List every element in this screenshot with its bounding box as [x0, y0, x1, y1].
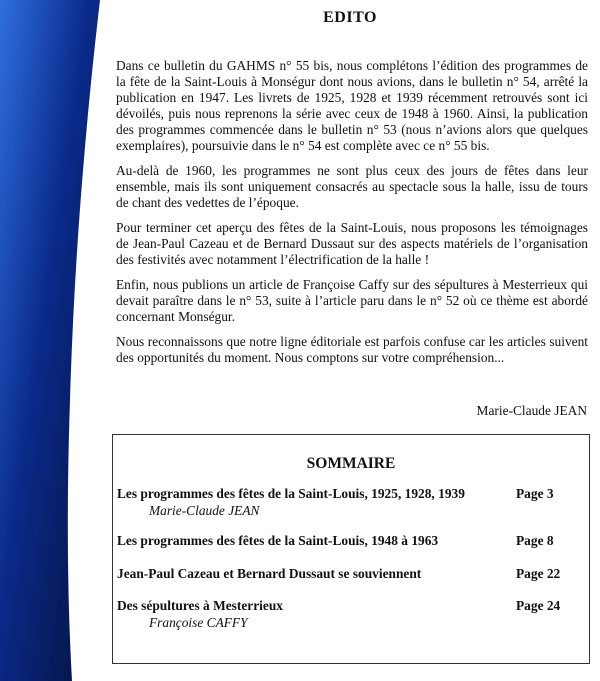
sommaire-entry-page: Page 8: [516, 533, 554, 548]
sommaire-entry-page: Page 22: [516, 566, 561, 581]
edito-paragraph-5: Nous reconnaissons que notre ligne éditoriale est parfois confuse car les articles suivent des opportunités du moment. Nous comptons sur votre compréhension...: [116, 334, 588, 365]
edito-paragraph-2: Au-delà de 1960, les programmes ne sont plus ceux des jours de fêtes dans leur ensemble, mais ils sont uniquement consacrés au spectacle sous la halle, issu de tours de chant des vedettes de l’époque.: [116, 163, 588, 210]
edito-paragraph-4: Enfin, nous publions un article de Françoise Caffy sur des sépultures à Mesterrieux qui devait paraître dans le n° 53, suite à l’article paru dans le n° 52 où ce thème est abordé concernant Monségur.: [116, 277, 588, 324]
edito-signature: Marie-Claude JEAN: [476, 403, 587, 418]
sommaire-entry-title: Des sépultures à Mesterrieux: [117, 598, 283, 613]
sommaire-entry-author: Françoise CAFFY: [149, 615, 248, 630]
sommaire-entry: [117, 533, 587, 549]
sommaire-entry-page: Page 3: [516, 486, 554, 501]
edito-body: [116, 58, 588, 375]
sommaire-title: SOMMAIRE: [306, 455, 396, 472]
sommaire-entry: [117, 566, 587, 582]
sommaire-entry: [117, 598, 587, 631]
sommaire-box: [112, 434, 590, 664]
edito-paragraph-3: Pour terminer cet aperçu des fêtes de la Saint-Louis, nous proposons les témoignages de Jean-Paul Cazeau et de Bernard Dussaut sur des aspects matériels de l’organisation des festivités avec notamment l’électrification de la halle !: [116, 220, 588, 267]
sommaire-entry-title: Les programmes des fêtes de la Saint-Louis, 1925, 1928, 1939: [117, 486, 465, 501]
sommaire-entry-title: Les programmes des fêtes de la Saint-Louis, 1948 à 1963: [117, 533, 439, 548]
sommaire-entry-author: Marie-Claude JEAN: [149, 503, 260, 518]
sommaire-entry: [117, 486, 587, 519]
edito-title: EDITO: [323, 9, 377, 26]
sommaire-entry-page: Page 24: [516, 598, 561, 613]
sommaire-entry-title: Jean-Paul Cazeau et Bernard Dussaut se souviennent: [117, 566, 422, 581]
edito-paragraph-1: Dans ce bulletin du GAHMS n° 55 bis, nous complétons l’édition des programmes de la fête de la Saint-Louis à Monségur dont nous avions, dans le bulletin n° 54, arrêté la publication en 1947. Les livrets de 1925, 1928 et 1939 récemment retrouvés sont ici dévoilés, puis nous reprenons la série avec ceux de 1948 à 1960. Ainsi, la publication des programmes commencée dans le bulletin n° 53 (nous n’avions alors que quelques exemplaires), poursuivie dans le n° 54 est complète avec ce n° 55 bis.: [116, 58, 588, 153]
